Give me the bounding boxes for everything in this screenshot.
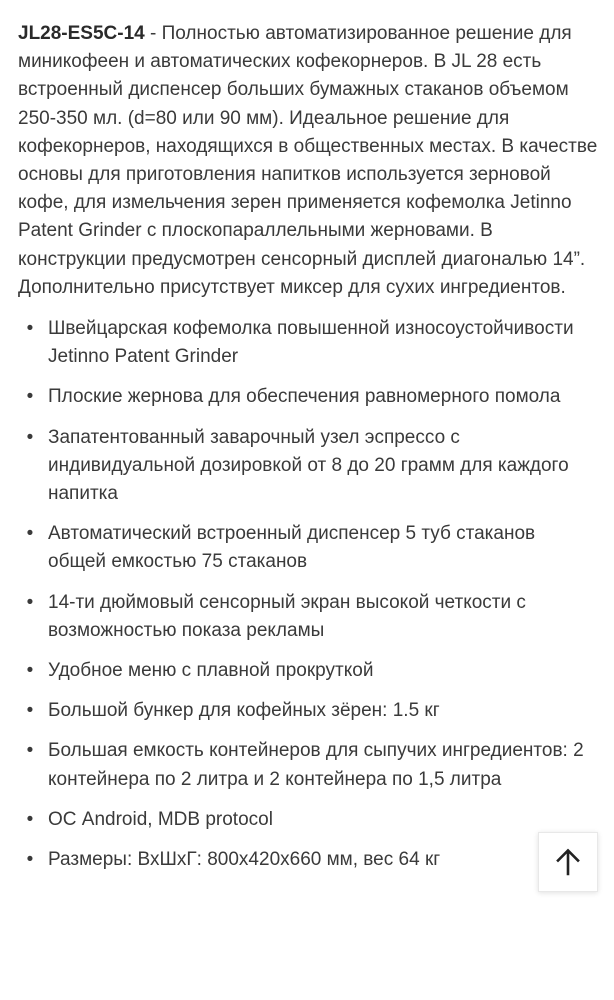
bullet-icon: • (26, 740, 34, 762)
feature-text: Удобное меню с плавной прокруткой (48, 660, 374, 682)
model-separator: - (144, 23, 162, 44)
bullet-icon: • (26, 523, 34, 545)
model-name: JL28-ES5C-14 (18, 23, 145, 44)
feature-text: Большая емкость контейнеров для сыпучих ингредиентов: 2 контейнера по 2 литра и 2 контейнера по 1,5 литра (48, 740, 584, 790)
list-item (26, 697, 598, 725)
list-item (26, 315, 598, 371)
list-item (26, 424, 598, 509)
feature-text: Большой бункер для кофейных зёрен: 1.5 кг (48, 700, 440, 722)
feature-text: ОС Android, MDB protocol (48, 808, 273, 830)
feature-text: Размеры: ВхШхГ: 800х420х660 мм, вес 64 кг (48, 849, 441, 871)
list-item (26, 657, 598, 685)
bullet-icon: • (26, 660, 34, 682)
feature-text: Швейцарская кофемолка повышенной износоустойчивости Jetinno Patent Grinder (48, 318, 574, 368)
bullet-icon: • (26, 386, 34, 408)
bullet-icon: • (26, 808, 34, 830)
feature-text: 14-ти дюймовый сенсорный экран высокой четкости с возможностью показа рекламы (48, 591, 526, 641)
bullet-icon: • (26, 849, 34, 871)
bullet-icon: • (26, 318, 34, 340)
feature-text: Запатентованный заварочный узел эспрессо с индивидуальной дозировкой от 8 до 20 грамм для каждого напитка (48, 426, 569, 505)
list-item (26, 846, 598, 874)
feature-list (18, 315, 598, 874)
list-item (26, 806, 598, 834)
intro-text: Полностью автоматизированное решение для миникофеен и автоматических кофекорнеров. В JL 28 есть встроенный диспенсер больших бумажных стаканов объемом 250-350 мл. (d=80 или 90 мм). Идеальное решение для кофекорнеров, находящихся в общественных местах. В качестве основы для приготовления напитков используется зерновой кофе, для измельчения зерен применяется кофемолка Jetinno Patent Grinder с плоскопараллельными жерновами. В конструкции предусмотрен сенсорный дисплей диагональю 14”. Дополнительно присутствует миксер для сухих ингредиентов. (18, 23, 598, 298)
product-description (18, 20, 598, 886)
feature-text: Автоматический встроенный диспенсер 5 туб стаканов общей емкостью 75 стаканов (48, 523, 536, 573)
bullet-icon: • (26, 426, 34, 448)
arrow-up-icon (555, 848, 581, 876)
list-item (26, 520, 598, 576)
bullet-icon: • (26, 591, 34, 613)
list-item (26, 737, 598, 793)
intro-paragraph (18, 20, 598, 302)
list-item (26, 383, 598, 411)
feature-text: Плоские жернова для обеспечения равномерного помола (48, 386, 561, 408)
scroll-to-top-button[interactable] (538, 832, 598, 892)
bullet-icon: • (26, 700, 34, 722)
list-item (26, 589, 598, 645)
